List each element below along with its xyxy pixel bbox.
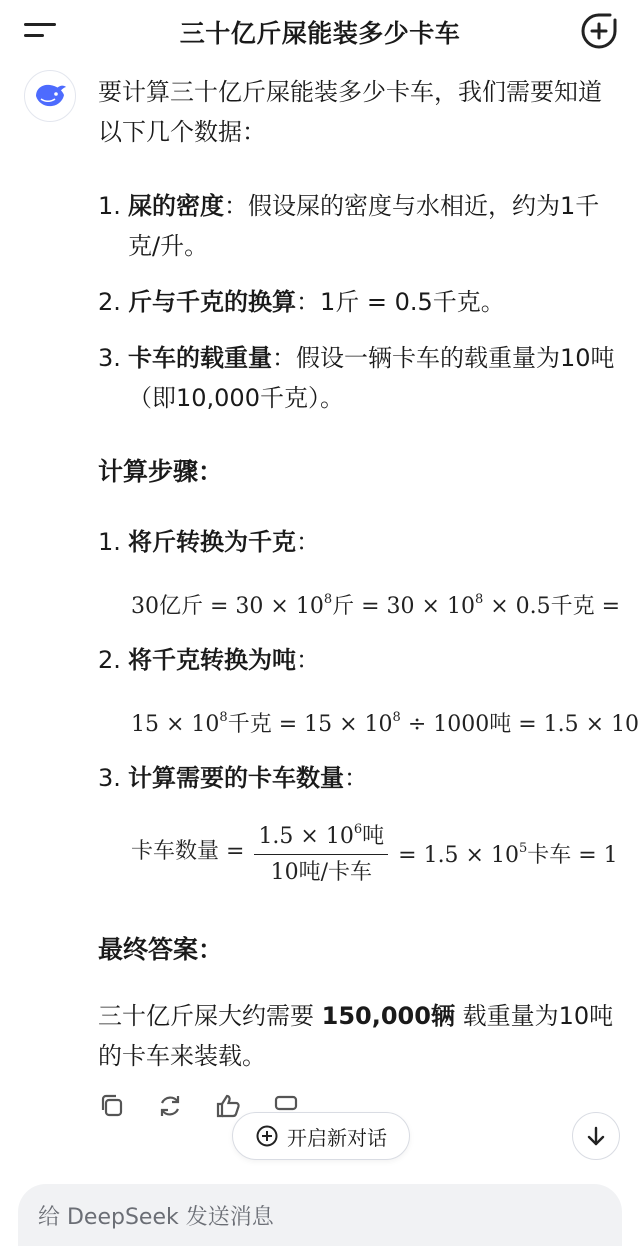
fraction-numerator [254, 813, 388, 854]
copy-icon[interactable] [98, 1092, 126, 1120]
math-rhs [398, 829, 618, 876]
thumbs-up-icon[interactable] [214, 1092, 242, 1120]
top-bar [0, 0, 640, 60]
answer-text: 载重量为10吨的卡车来装载。 [98, 1002, 614, 1070]
math-part: 卡车数量 = [131, 839, 245, 864]
item-label: 斤与千克的换算 [128, 288, 296, 316]
item-label: 屎的密度 [128, 192, 224, 220]
item-text: ：假设屎的密度与水相近，约为1千克/升。 [128, 192, 600, 260]
step-colon: ： [296, 646, 320, 674]
step-number: 1. [98, 528, 121, 556]
answer-highlight: 150,000辆 [321, 1002, 455, 1030]
message-input[interactable] [18, 1184, 622, 1246]
menu-icon[interactable] [24, 18, 60, 42]
arrow-down-icon [584, 1124, 608, 1148]
scroll-down-button[interactable] [572, 1112, 620, 1160]
math-part: 30亿斤 = 30 × 10 [131, 594, 324, 619]
math-exponent: 6 [353, 821, 363, 837]
list-number: 1. [98, 192, 121, 220]
math-exponent: 8 [219, 710, 228, 725]
step-number: 3. [98, 764, 121, 792]
item-text: ：1斤 = 0.5千克。 [296, 288, 505, 316]
step-title [98, 640, 618, 680]
regenerate-icon[interactable] [156, 1092, 184, 1120]
answer-text: 三十亿斤屎大约需要 [98, 1002, 322, 1030]
whale-logo-icon [33, 82, 67, 110]
step-colon: ： [344, 764, 368, 792]
step-title [98, 522, 618, 562]
math-fraction [254, 813, 388, 892]
math-part: × 0.5千克 = [483, 594, 621, 619]
step-number: 2. [98, 646, 121, 674]
data-list [98, 186, 618, 418]
list-number: 2. [98, 288, 121, 316]
math-part: 1.5 × 10 [258, 823, 354, 849]
list-item [98, 282, 618, 322]
math-part: = 1.5 × 10 [398, 842, 519, 868]
math-equation-3 [131, 804, 618, 900]
page-title: 三十亿斤屎能装多少卡车 [179, 19, 461, 48]
item-text: ：假设一辆卡车的载重量为10吨（即10,000千克）。 [128, 344, 615, 412]
step-label: 将千克转换为吨 [128, 646, 296, 674]
step-title [98, 758, 618, 798]
new-chat-label: 开启新对话 [287, 1125, 387, 1150]
assistant-message [98, 72, 640, 1076]
math-equation-2 [131, 698, 640, 738]
math-exponent: 5 [518, 840, 528, 856]
step-colon: ： [296, 528, 320, 556]
math-equation-1 [131, 580, 621, 620]
list-item [98, 186, 618, 266]
item-label: 卡车的载重量 [128, 344, 272, 372]
deepseek-avatar [24, 70, 76, 122]
math-part: 斤 = 30 × 10 [332, 594, 475, 619]
step-label: 计算需要的卡车数量 [128, 764, 344, 792]
new-chat-plus-icon [255, 1124, 279, 1148]
new-chat-plus-icon[interactable] [580, 12, 618, 50]
steps-heading: 计算步骤： [98, 457, 224, 486]
math-exponent: 8 [323, 592, 333, 607]
new-chat-button[interactable] [232, 1112, 410, 1160]
input-placeholder: 给 DeepSeek 发送消息 [38, 1205, 274, 1230]
math-exponent: 8 [474, 592, 484, 607]
final-heading: 最终答案： [98, 935, 224, 964]
list-number: 3. [98, 344, 121, 372]
step-label: 将斤转换为千克 [128, 528, 296, 556]
final-answer [98, 996, 618, 1076]
math-part: ÷ 1000吨 = 1.5 × 10 [400, 712, 640, 737]
math-part: 吨 [362, 823, 385, 849]
math-part: 15 × 10 [131, 712, 220, 737]
fraction-denominator: 10吨/卡车 [270, 860, 372, 886]
math-part: 卡车 = 1 [527, 842, 618, 868]
intro-text: 要计算三十亿斤屎能装多少卡车，我们需要知道以下几个数据： [98, 78, 602, 146]
math-exponent: 8 [392, 710, 401, 725]
math-part: 千克 = 15 × 10 [227, 712, 393, 737]
list-item [98, 338, 618, 418]
